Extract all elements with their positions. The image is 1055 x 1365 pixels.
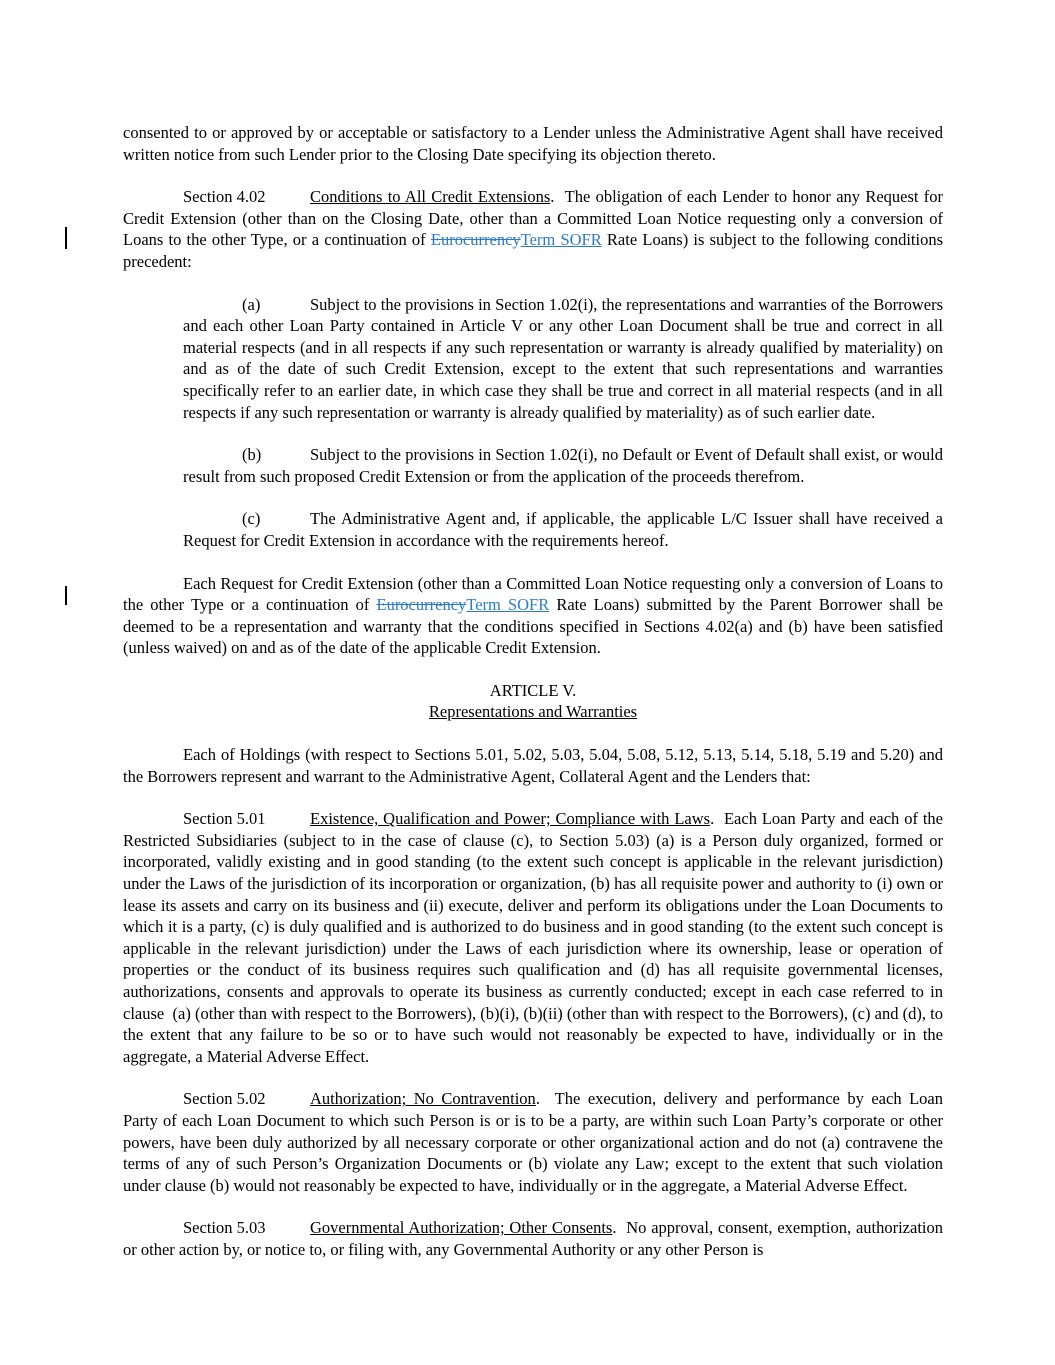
paragraph-intro: consented to or approved by or acceptable or satisfactory to a Lender unless the Administrative Agent shall have received written notice from such Lender prior to the Closing Date specifying its objection thereto. (123, 123, 943, 164)
body-text: . No approval, consent, exemption, authorization or other action by, or notice to, or filing with, any Governmental Authority or any other Person is (123, 1218, 944, 1259)
body-text: Rate Loans) is subject to the following conditions precedent: (123, 230, 944, 271)
section-number: Section 4.02 (183, 187, 266, 207)
paragraph-clause-c (183, 508, 943, 551)
section-heading: Existence, Qualification and Power; Compliance with Laws (310, 809, 711, 829)
inserted-text: Term SOFR (520, 230, 602, 250)
paragraph-section-4-02 (123, 186, 943, 272)
content-area (123, 122, 943, 1282)
body-text: . The obligation of each Lender to honor any Request for Credit Extension (other than on the Closing Date, other than a Committed Loan Notice requesting only a conversion of Loans to the other Type, or a continuation of (123, 187, 943, 250)
clause-text: Subject to the provisions in Section 1.02(i), the representations and warranties of the Borrowers and each other Loan Party contained in Article V or any other Loan Document shall be true and correct in all material respects (and in all respects if any such representation or warranty is already qualified by materiality) on and as of the date of such Credit Extension, except to the extent that such representations and warranties specifically refer to an earlier date, in which case they shall be true and correct in all material respects (and in all respects if any such representation or warranty is already qualified by materiality) as of such earlier date. (183, 294, 943, 422)
clause-text: Subject to the provisions in Section 1.02(i), no Default or Event of Default shall exist, or would result from such proposed Credit Extension or from the application of the proceeds therefrom. (183, 445, 943, 486)
paragraph-clause-b (183, 444, 943, 487)
section-number: Section 5.03 (183, 1218, 266, 1238)
deleted-text: Eurocurrency (376, 595, 467, 615)
article-title: ARTICLE V. (489, 680, 577, 700)
body-text: . The execution, delivery and performance by each Loan Party of each Loan Document to which such Person is or is to be a party, are within such Loan Party’s corporate or other powers, have been duly authorized by all necessary corporate or other organizational action and do not (a) contravene the terms of any of such Person’s Organization Documents or (b) violate any Law; except to the extent that such violation under clause (b) would not reasonably be expected to have, individually or in the aggregate, a Material Adverse Effect. (123, 1089, 943, 1195)
clause-label: (b) (242, 445, 262, 465)
section-heading: Conditions to All Credit Extensions (310, 187, 551, 207)
body-text: Rate Loans) submitted by the Parent Borrower shall be deemed to be a representation and warranty that the conditions specified in Sections 4.02(a) and (b) have been satisfied (unless waived) on and as of the date of the applicable Credit Extension. (123, 595, 943, 658)
clause-label: (a) (242, 294, 261, 314)
section-heading: Governmental Authorization; Other Consents (310, 1218, 613, 1238)
paragraph-section-5-02 (123, 1088, 943, 1196)
paragraph-each-request (123, 573, 943, 659)
article-subtitle: Representations and Warranties (428, 702, 638, 722)
section-number: Section 5.01 (183, 809, 266, 829)
clause-label: (c) (242, 509, 261, 529)
paragraph-holdings: Each of Holdings (with respect to Sections 5.01, 5.02, 5.03, 5.04, 5.08, 5.12, 5.13, 5.14, 5.18, 5.19 and 5.20) and the Borrowers represent and warrant to the Administrative Agent, Collateral Agent and the Lenders that: (123, 745, 943, 786)
section-number: Section 5.02 (183, 1089, 266, 1109)
paragraph-clause-a (183, 294, 943, 424)
section-heading: Authorization; No Contravention (310, 1089, 536, 1109)
change-bar (65, 227, 67, 249)
deleted-text: Eurocurrency (430, 230, 521, 250)
change-bar (65, 586, 67, 605)
paragraph-section-5-03 (123, 1217, 943, 1260)
paragraph-section-5-01 (123, 808, 943, 1067)
clause-text: The Administrative Agent and, if applicable, the applicable L/C Issuer shall have received a Request for Credit Extension in accordance with the requirements hereof. (183, 509, 943, 550)
inserted-text: Term SOFR (466, 595, 550, 615)
body-text: . Each Loan Party and each of the Restricted Subsidiaries (subject to in the case of clause (c), to Section 5.03) (a) is a Person duly organized, formed or incorporated, validly existing and in good standing (to the extent such concept is applicable in the relevant jurisdiction) under the Laws of the jurisdiction of its incorporation or organization, (b) has all requisite power and authority to (i) own or lease its assets and carry on its business and (ii) execute, deliver and perform its obligations under the Loan Documents to which it is a party, (c) is duly qualified and is authorized to do business and in good standing (to the extent such concept is applicable in the relevant jurisdiction) under the Laws of each jurisdiction where its ownership, lease or operation of properties or the conduct of its business requires such qualification and (d) has all requisite governmental licenses, authorizations, consents and approvals to operate its business as currently conducted; except in each case referred to in clause (a) (other than with respect to the Borrowers), (b)(i), (b)(ii) (other than with respect to the Borrowers), (c) and (d), to the extent that any failure to be so or to have such would not reasonably be expected to have, individually or in the aggregate, a Material Adverse Effect. (123, 809, 944, 1066)
article-heading (123, 680, 943, 723)
body-text: Each Request for Credit Extension (other than a Committed Loan Notice requesting only a conversion of Loans to the other Type or a continuation of (123, 573, 943, 615)
